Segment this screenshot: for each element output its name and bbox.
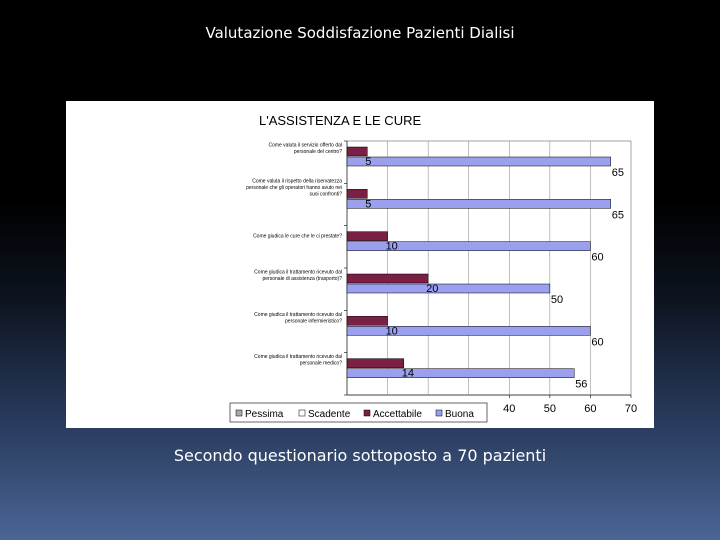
data-label-buona: 60 (591, 336, 604, 349)
bar-buona (347, 284, 550, 293)
bar-buona (347, 325, 590, 338)
legend-swatch-scadente (299, 410, 305, 416)
data-label-buona: 56 (575, 378, 588, 391)
x-tick-label: 70 (624, 403, 638, 415)
chart-title: L'ASSISTENZA E LE CURE (259, 113, 422, 128)
bar-accettabile (347, 189, 367, 198)
bar-accettabile (347, 232, 388, 241)
bar-accettabile (347, 274, 428, 283)
data-label-accettabile: 5 (365, 156, 372, 168)
category-label: Come giudica il trattamento ricevuto dal (254, 311, 342, 318)
data-label-accettabile: 14 (401, 367, 415, 380)
data-label-accettabile: 5 (365, 198, 372, 211)
category-label: Come giudica il trattamento ricevuto dal (254, 269, 342, 276)
legend-label: Buona (445, 409, 474, 420)
category-label: personale del centro? (293, 149, 342, 155)
data-label-buona: 65 (611, 167, 624, 179)
data-label-buona: 65 (611, 209, 624, 222)
bar-accettabile (347, 359, 404, 368)
legend-swatch-pessima (236, 410, 242, 416)
bar-chart (66, 101, 654, 428)
legend-swatch-buona (436, 410, 442, 416)
x-tick-label: 40 (503, 403, 516, 415)
category-label: personale che gli operatori hanno avuto nei (246, 184, 342, 191)
bar-buona (347, 198, 611, 211)
bar-buona (347, 157, 611, 166)
category-label: Come valuta il rispetto della riservatezza (252, 178, 342, 185)
data-label-accettabile: 10 (385, 240, 398, 253)
legend-swatch-accettabile (364, 410, 370, 416)
bar-buona (347, 242, 590, 251)
bar-accettabile (347, 316, 388, 325)
legend-label: Pessima (245, 409, 284, 420)
category-label: Come giudica le cure che le ci prestate? (253, 233, 342, 240)
data-label-buona: 50 (550, 294, 564, 306)
bar-accettabile (347, 147, 367, 156)
category-label: personale medico? (299, 360, 342, 367)
legend-label: Accettabile (373, 409, 422, 420)
slide-caption: Secondo questionario sottoposto a 70 pazienti (173, 446, 547, 465)
bar-buona (347, 369, 574, 378)
category-label: personale infermieristico? (285, 318, 342, 325)
legend-label: Scadente (308, 409, 351, 420)
data-label-buona: 60 (591, 251, 604, 264)
slide-title: Valutazione Soddisfazione Pazienti Dialisi (205, 24, 515, 42)
category-label: Come valuta il servizio offerto dal (268, 142, 342, 149)
chart-panel (66, 101, 654, 428)
x-tick-label: 50 (543, 403, 556, 415)
data-label-accettabile: 10 (385, 325, 398, 338)
category-label: Come giudica il trattamento ricevuto dal (254, 354, 342, 361)
x-tick-label: 60 (584, 403, 597, 415)
category-label: suoi confronti? (309, 191, 342, 198)
data-label-accettabile: 20 (426, 283, 439, 295)
category-label: personale di assistenza (trasporto)? (262, 276, 342, 282)
